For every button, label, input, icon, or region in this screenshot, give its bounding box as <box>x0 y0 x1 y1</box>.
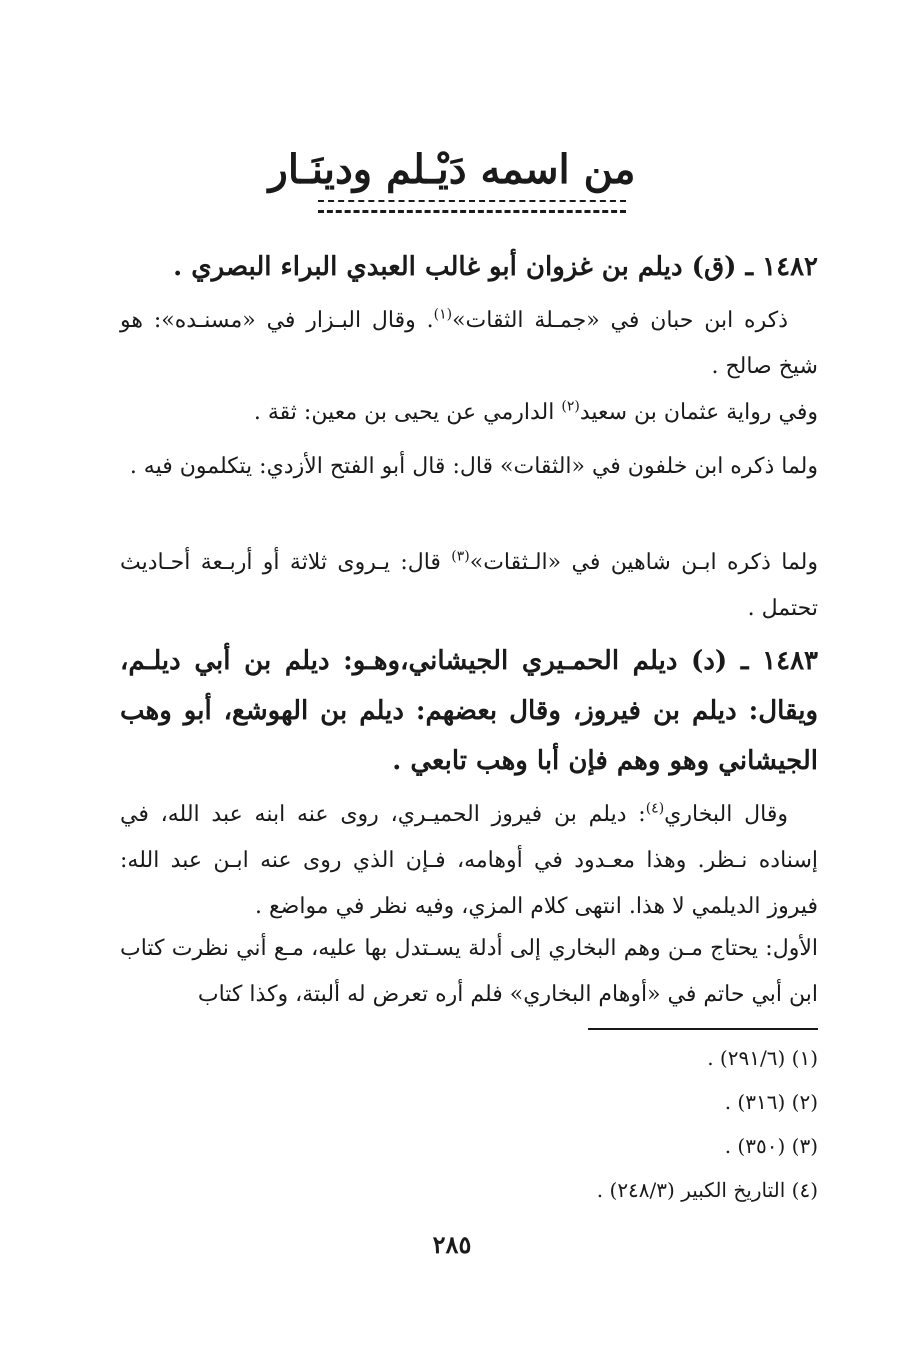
entry-1482-heading: ١٤٨٢ ـ (ق) ديلم بن غزوان أبو غالب العبدي البراء البصري . <box>173 252 818 282</box>
entry-1483-paragraph-2: الأول: يحتاج مـن وهم البخاري إلى أدلة يسـتدل بها عليه، مـع أني نظرت كتاب ابن أبي حاتم في «أوهام البخاري» فلم أره تعرض له ألبتة، وكذا كتاب <box>120 936 818 1007</box>
footnote-separator <box>588 1028 818 1030</box>
entry-1482-p2-text-a: وفي رواية عثمان بن سعيد <box>579 400 818 425</box>
entry-1482-paragraph-4 <box>120 540 818 632</box>
footnotes <box>120 1036 818 1212</box>
footnote-marker-3: (٣) <box>451 548 470 565</box>
entry-1482-p2-text-b: الدارمي عن يحيى بن معين: ثقة . <box>253 400 562 425</box>
entry-1482-p4-text-a: ولما ذكره ابـن شاهين في «الـثقات» <box>469 550 818 575</box>
footnote-marker-2: (٢) <box>561 398 580 415</box>
footnote-2: (٢) (٣١٦) . <box>724 1090 818 1114</box>
entry-1482-p1-text-b: . وقال البـزار في «مسنـده»: هو شيخ صالح . <box>120 308 818 379</box>
entry-1483-paragraph-1 <box>120 792 818 930</box>
footnote-3: (٣) (٣٥٠) . <box>724 1134 818 1158</box>
entry-1482-p1-text-a: ذكره ابن حبان في «جمـلة الثقات» <box>452 308 788 333</box>
title-underline-upper <box>318 200 626 202</box>
entry-1483-p1-text-a: وقال البخاري <box>664 802 788 827</box>
page-number: ٢٨٥ <box>432 1230 472 1259</box>
entry-1482-paragraph-3: ولما ذكره ابن خلفون في «الثقات» قال: قال أبو الفتح الأزدي: يتكلمون فيه . <box>129 454 818 479</box>
section-title: من اسمه دَيْـلم ودينَـار <box>268 146 636 193</box>
footnote-marker-1: (١) <box>433 306 453 323</box>
entry-1482-paragraph-1 <box>120 298 818 390</box>
entry-1482-p4-text-b: قال: يـروى ثلاثة أو أربـعة أحـاديث تحتمل . <box>120 550 818 621</box>
footnote-marker-4: (٤) <box>645 800 665 817</box>
footnote-1: (١) (٢٩١/٦) . <box>707 1046 818 1070</box>
entry-1483-p1-text-b: : ديلم بن فيروز الحميـري، روى عنه ابنه عبد الله، في إسناده نـظر. وهذا معـدود في أوهامه، فـإن الذي روى عنه ابـن عبد الله: فيروز الديلمي لا هذا. انتهى كلام المزي، وفيه نظر في مواضع . <box>120 802 818 919</box>
entry-1483-heading: ١٤٨٣ ـ (د) ديلم الحمـيري الجيشاني،وهـو: ديلم بن أبي ديلـم، ويقال: ديلم بن فيروز، وقال بعضهم: ديلم بن الهوشع، أبو وهب الجيشاني وهو وهم فإن أبا وهب تابعي . <box>120 646 818 776</box>
title-underline <box>318 210 626 213</box>
entry-1482-paragraph-2 <box>120 390 818 436</box>
footnote-4: (٤) التاريخ الكبير (٢٤٨/٣) . <box>596 1178 818 1202</box>
